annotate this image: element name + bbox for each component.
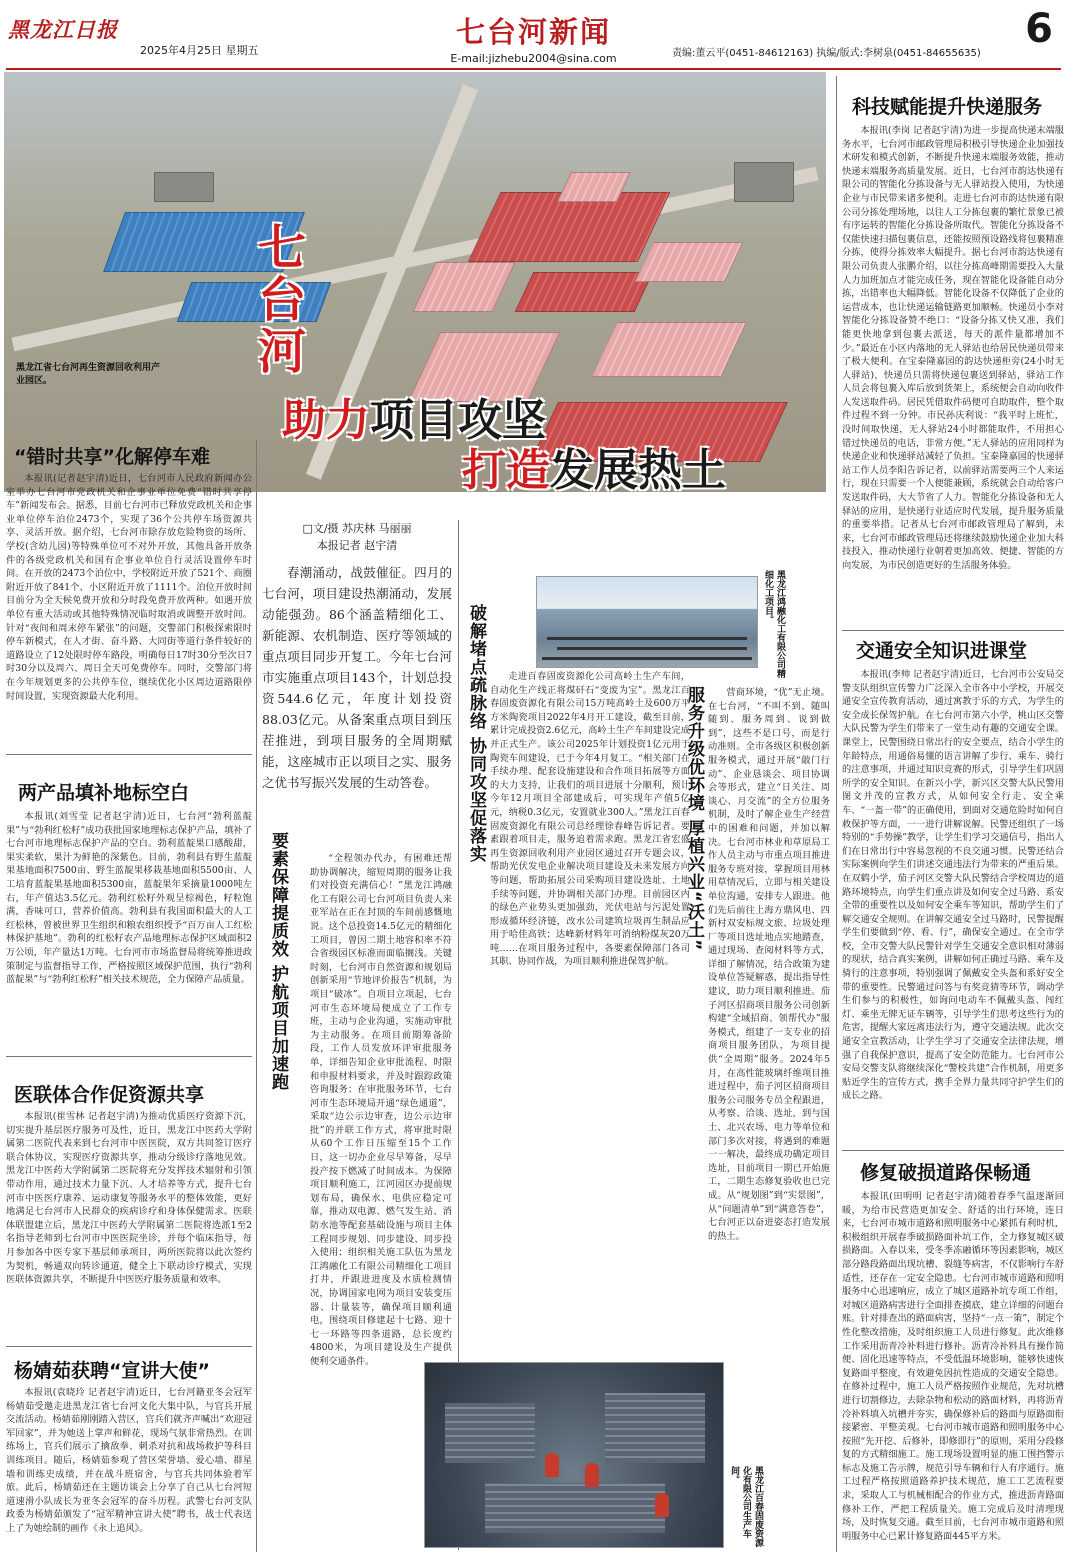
publication-date: 2025年4月25日 星期五 [140, 44, 259, 57]
byline-reporter: 本报记者 赵宇清 [316, 539, 398, 552]
article-ambassador-body [6, 1386, 252, 1552]
article-geo-title: 两产品填补地标空白 [18, 782, 190, 804]
article-road-title: 修复破损道路保畅通 [860, 1162, 1032, 1184]
article-geo-text: 本报讯(刘雪莹 记者赵宇清)近日，七台河“勃利蓝靛果”与“勃利红松籽”成功获批国家地理标志保护产品，填补了七台河市地理标志保护产品的空白。勃利蓝靛果口感酸甜，果实柔软，果汁为鲜艳的深紫色。目前，勃利县有野生蓝靛果基地面积7500亩、野生蓝靛果移栽基地面积5500亩、人工培育蓝靛果基地面积5300亩，蓝靛果年采摘量1000吨左右，年产值达3.5亿元。勃利红松籽外观呈棕褐色，籽粒饱满，香味可口，营养价值高。勃利县有我国面积最大的人工红松林，曾被世界卫生组织和粮农组织授予“百万亩人工红松林保护基地”。勃利的红松籽农产品地理标志保护区域面积2万公顷，年产量达1万吨。七台河市市场监督局将统筹推进政策制定与监督指导工作，严格按照区域保护范围，执行“勃利蓝靛果”与“勃利红松籽”相关技术规范，全力保障产品质量。 [6, 811, 252, 986]
hero-caption: 黑龙江省七台河再生资源回收利用产业园区。 [16, 363, 161, 386]
article-traffic-text: 本报讯(李帅 记者赵宇清)近日，七台河市公安局交警支队组织宣传警力广泛深入全市各中小学校，开展交通安全宣传教育活动，通过寓教于乐的方式，为学生的安全成长保驾护航。在七台河市第六小学，桃山区交警大队民警为学生们带来了一堂生动有趣的交通安全课。课堂上，民警围绕日常出行的安全要点，结合小学生的年龄特点，用通俗易懂的语言讲解了步行、乘车、骑行的注意事项，并通过知识竞赛的形式，引导学生们巩固所学的安全知识。在新兴小学，新兴区交警大队民警用图文并茂的宣教方式，从如何安全行走、安全乘车、“一盔一带”的正确使用，到面对交通危险时如何自救保护等方面，一一进行讲解说解。民警还组织了一场特别的“手势操”教学，让学生们学习交通信号，指出人们在日常出行中容易忽视的不良交通习惯。民警还结合实际案例向学生们讲述交通违法行为带来的严重后果。在双鹤小学，茄子河区交警大队民警结合学校周边的道路环境特点，向学生们重点讲及如何安全过马路、系安全带的重要性以及如何安全乘车等知识，帮助学生们了解交通安全规则。在讲解交通安全过马路时，民警提醒学生们要做到“停、看、行”，确保安全通过。在全市学校，全市交警大队民警针对学生交通安全意识相对薄弱的现状，结合真实案例，讲解如何正确过马路、乘车及骑行的注意事项，特别强调了佩戴安全头盔和系好安全带的重要性。民警通过问答与有奖竞猜等环节，调动学生们参与的积极性，如询问电动车不佩戴头盔、闯红灯、乘坐无牌无证车辆等，引导学生们思考这些行为的危害，提醒大家远离违法行为，遵守交通法规。此次交通安全宣教活动，让学生学习了交通安全法律法规，增强了自我保护意识，提高了安全防范能力。七台河市公安局交警支队将继续深化“警校共建”合作机制，用更多贴近学生的宣传方式，携手全界力量共同守护学生们的成长之路。 [842, 669, 1064, 1102]
masthead [0, 0, 1067, 72]
subhead-elements: 要素保障提质效 护航项目加速跑 [268, 832, 288, 1091]
article-road-body [842, 1190, 1064, 1552]
article-express-text: 本报讯(李岗 记者赵宇清)为进一步提高快递末端服务水平，七台河市邮政管理局积极引导快递企业加强技术研发和模式创新，不断提升快递末端服务效能，推动快递末端服务高质量发展。近日，七台河市韵达快递有限公司的智能化分拣设备与无人驿站投入使用，为快递企业与市民带来诸多便利。走进七台河市韵达快递有限公司分拣处理场地，以往人工分拣包裹的繁忙景象已被有序运转的智能化分拣设备所取代。智能化分拣设备不仅能快速扫描包裹信息，还能按照预设路线将包裹精准分拣，使得分拣效率大幅提升。据七台河市韵达快递有限公司负责人张鹏介绍，以往分拣高峰期需要投入大量人力加班加点才能完成任务，现在智能化设备能自动分拣，出错率也大幅降低。智能化设备不仅降低了企业的运营成本，也让快递运输链路更加顺畅。快递员小李对智能化分拣设备赞不绝口：“设备分拣又快又准，我们能更快地拿到包裹去派送，每天的派件量都增加不少。”最近在小区内落地的无人驿站也给居民快递员带来了极大便利。在宝泰隆嘉园的韵达快递柜旁(24小时无人驿站)，快递员只需将快递包裹送到驿站，驿站工作人员会将包裹入库后放到货架上，系统便会自动向收件人发送取件码。居民凭借取件码便可自助取件，整个取件过程不到一分钟。市民孙庆利说：“我平时上班忙，没时间取快递，无人驿站24小时都能取件，不用担心错过快递员的电话，非常方便。”无人驿站的应用同样为快递企业和快递驿站减轻了负担。宝泰隆嘉园的快递驿站工作人员李阳告诉记者，以前驿站需要两三个人来运行，现在只需要一个人便能兼顾，系统就会自动给客户发送取件码，大大节省了人力。智能化分拣设备和无人驿站的应用，是快递行业适应时代发展，提升服务质量的重要举措。记者从七台河市邮政管理局了解到，未来，七台河市邮政管理局还将继续鼓励快递企业加大科技投入，推动快递行业朝着更加高效、便捷、智能的方向发展，为市民创造更好的生活服务体验。 [842, 125, 1064, 571]
hero-title-line2 [462, 434, 726, 498]
feature-lead-text: 春潮涌动，战鼓催征。四月的七台河，项目建设热潮涌动，发展动能强劲。86个涵盖精细化工、新能源、农机制造、医疗等领域的重点项目同步开复工。今年七台河市实施重点项目143个，计划总投资544.6亿元，年度计划投资88.03亿元。从备案重点项目到压茬推进，到项目服务的全周期赋能，这座城市正以项目之实、服务之优书写振兴发展的生动答卷。 [262, 565, 452, 790]
article-parking-text: 本报讯(记者赵宇清)近日，七台河市人民政府新闻办公室举办七台河市党政机关和企事业单位免费“错时共享停车”新闻发布会。据悉，目前七台河市已释放党政机关和企事业单位停车泊位2473个，实现了36个公共停车场资源共享、灵活开放。据介绍，七台河市除存放危险物资的场所、学校(含幼儿园)等特殊单位可不对外开放，其他具备开放条件的各级党政机关和国有企事业单位自行灵活设置停车时间。在开放的2473个泊位中，学校附近开放了521个、商圈附近开放了841个、小区附近开放了1111个。泊位开放时间目前分为全天候免费开放和分时段免费开放两种。如遇开放单位有重大活动或其他特殊情况临时取消或调整开放时间。针对“夜间和周末停车紧张”的问题，交警部门积极探索限时停车新模式，在人才街、奋斗路、大同街等道行条件较好的道路设立了12处限时停车路段，明确每日17时30分至次日7时30分以及周六、周日全天可免费停车。同时，交警部门将在今年规划更多的公共停车位，继续优化小区周边道路限停时间设置，实现资源最大化利用。 [6, 473, 252, 702]
subhead-bottleneck-body [490, 670, 690, 1230]
hero-title-line2-rest: 发展热土 [550, 445, 726, 496]
article-traffic-body [842, 668, 1064, 1144]
subhead-bottleneck: 破解堵点疏脉络 协同攻坚促落实 [466, 604, 486, 863]
section-title: 七台河新闻 [455, 15, 611, 49]
subhead-service: 服务升级优环境 厚植兴业“沃土” [684, 686, 704, 952]
article-medical-text: 本报讯(崔雪林 记者赵宇清)为推动优质医疗资源下沉，切实提升基层医疗服务可及性，近日，黑龙江中医药大学附属第二医院代表来到七台河市中医医院，双方共同签订医疗联合体协议，实现医疗资源共享，推动分级诊疗落地见效。黑龙江中医药大学附属第二医院将充分发挥技术辐射和引领带动作用，通过技术力量下沉、人才培养等方式，提升七台河市中医医疗康养、运动康复等服务水平的整体效能，更好地满足七台河市人民群众的疾病诊疗和身体保健需求。医联体联盟建立后，黑龙江中医药大学附属第二医院将选派1至2名指导老师到七台河市中医医院坐诊，并每个临床指导，每月参加各中医专家下基层师承项目，两所医院将以此次签约为契机，畅通双向转诊通道，健全上下联动诊疗模式，实现医联体资源共享，不断提升中医医疗服务质量和效率。 [6, 1111, 252, 1286]
photo-chemical-project [536, 576, 758, 668]
hero-title-line1-rest: 项目攻坚 [370, 395, 546, 446]
contact-email: E-mail:jizhebu2004@sina.com [450, 52, 617, 65]
feature-byline [262, 520, 452, 554]
hero-title-line2-accent: 打造 [462, 445, 550, 496]
subhead-service-text: 营商环境，“优”无止境。在七台河，“不叫不到、随叫随到、服务周到、说到做到”，这些不是口号，而是行动准则。全市各级区积极创新服务模式，通过开展“敲门行动”、企业恳谈会、项目协调会等形式，建立“日关注、周谈心、月交流”的全方位服务机制，及时了解企业生产经营中的困难和问题，并加以解决。七台河市林业和草原局工作人员主动与市重点项目推进服务专班对接，掌握项目用林用草情况后，立即与相关建设单位沟通，安排专人跟进。他们先后前往上海方鼎风电、四新村双安标规文旅、垃圾处理厂等项目选址地点实地踏查，通过现场、查阅材料等方式，详细了解情况，结合政策为建设单位答疑解惑，提出指导性建议，助力项目顺利推进。茄子河区招商项目服务公司创新构建“全域招商、领帮代办”服务模式，组建了一支专业的招商项目服务团队，为项目提供“全周期”服务。2024年5月，在高性能玻璃纤维项目推进过程中，茄子河区招商项目服务公司服务专员全程跟进，从考察、洽谈、选址，到与国土、北兴农场、电力等单位和部门多次对接，将遇到的难题一一解决，最终成功确定项目选址，目前项目一期已开始施工，二期生态修复验收也已完成。从“规划图”到“实景图”，从“问题清单”到“满意答卷”，七台河正以奋进姿态打造发展的热土。 [708, 687, 830, 1242]
photo-factory-caption: 黑龙江百春固废资源化有限公司生产车间。 [729, 1466, 763, 1547]
subhead-bottleneck-text: 走进百春固废资源化公司高岭土生产车间，自动化生产线正将煤矸石“变废为宝”。黑龙江百春固废资源化有限公司15万吨高岭土及600万平方米陶瓷项目2022年4月开工建设，截至目前，累计完成投资2.6亿元，高岭土生产车间建设完成并正式生产。该公司2025年计划投资1亿元用于陶瓷车间建设，已于今年4月复工。“相关部门在手续办理、配套设施建设和合作项目拓展等方面的大力支持，让我们的项目进展十分顺利，预计今年12月项目全部建成后，可实现年产值5亿元，纳税0.3亿元，安置就业300人。”黑龙江百春固废资源化有限公司总经理徐春峰告诉记者。要素跟着项目走，服务追着需求跑。黑龙江省宏盛再生资源回收利用产业园区通过召开专题会议，帮助光伏发电企业解决项目建设及未来发展方向等问题，帮助拓展公司采购项目建设选址、土地手续等问题，并协调相关部门办理。目前园区内的绿色产业势头更加强劲，光伏电站与污泥处置形成循环经济链，改水公司建筑垃圾再生制品应用于哈佳高铁；达峰新材料年可消纳粉煤灰20万吨……在项目服务过程中，各要素保障部门各司其职、协同作战，为项目顺利推进保驾护航。 [490, 671, 690, 968]
paper-name: 黑龙江日报 [8, 17, 118, 42]
article-express-body [842, 124, 1064, 624]
masthead-rule [6, 68, 1061, 70]
article-express-title: 科技赋能提升快递服务 [852, 96, 1043, 118]
article-traffic-title: 交通安全知识进课堂 [856, 640, 1028, 662]
article-medical-title: 医联体合作促资源共享 [14, 1084, 205, 1106]
article-parking-body [6, 472, 252, 744]
hero-vertical-title: 七台河 [257, 220, 306, 380]
feature-lead [262, 562, 452, 793]
article-medical-body [6, 1110, 252, 1338]
byline-authors: □文/摄 苏庆林 马丽丽 [302, 522, 412, 535]
article-geo-body [6, 810, 252, 1046]
subhead-elements-text: “全程领办代办，有困难还帮助协调解决，缩短周期的服务让我们对投资充满信心！”黑龙江鸿融化工有限公司七台河项目负责人来亚军站在正在封顶的车间前感慨地说。这个总投资14.5亿元的精细化工项目，曾因二期土地容积率不符合省级园区标准而面临搁浅。关键时刻，七台河市自然资源和规划局创新采用“节地评价报告”机制，为项目“破冰”。自项目立项起，七台河市生态环境局便成立了工作专班，主动与企业沟通，实施动审批为主动服务。在项目前期筹备阶段，工作人员发放环评审批服务单，详细告知企业审批流程、时限和申报材料要求，并及时跟踪政策咨询服务；在审批服务环节，七台河市生态环境局开通“绿色通道”，采取“边公示边审查，边公示边审批”的并联工作方式，将审批时限从60个工作日压缩至15个工作日，这一切办企业尽早筹备，尽早投产按下燃减了时间成本。为保障项目顺利施工，江河园区办提前规划布局，确保水、电供应稳定可靠，推动双电源、燃气发生站、消防水池等配套基础设施与项目主体工程同步规划、同步建设、同步投入使用；组织相关施工队伍为黑龙江鸿融化工有限公司精细化工项目打井，并跟进进度及水质检测情况，协调国家电网为项目安装变压器、计量装等，确保项目顺利通电，围绕项目修建起十七路、迎十七一环路等四条道路，总长度约4800米，为项目建设及生产提供便利交通条件。 [310, 853, 452, 1367]
editor-info: 责编:董云平(0451-84612163) 执编/版式:李树泉(0451-84655635) [672, 48, 981, 59]
article-ambassador-title: 杨婧茹获聘“宣讲大使” [14, 1360, 210, 1382]
article-road-text: 本报讯(田明明 记者赵宇清)随着春季气温逐渐回暖，为给市民营造更加安全、舒适的出行环境，连日来，七台河市城市道路和照明服务中心紧抓有利时机，积极组织开展春季破损路面补坑工作，全力修复城区破损路面。入春以来，受冬季冻融循环等因素影响，城区部分路段路面出现坑槽、裂缝等病害，不仅影响行车舒适性，还存在一定安全隐患。七台河市城市道路和照明服务中心迅速响应，成立了城区道路补坑专项工作组，对城区道路病害进行全面排查摸底，建立详细的问题台账。针对排查出的路面病害，坚持“一点一策”，制定个性化整改措施，及时组织施工人员进行修复。此次维修工作采用沥青冷补料进行修补。沥青冷补料具有操作简便、固化迅速等特点，不受低温环境影响，能够快速恢复路面平整度，有效避免因抗性造成的交通安全隐患。在修补过程中，施工人员严格按照作业规范，先对坑槽进行切割修边，去除杂物和松动的路面材料，再将沥青冷补料填入坑槽并夯实，确保修补后的路面与原路面衔接紧密、平整美观。七台河市城市道路和照明服务中心按照“先开挖、后修补，即修即行”的原则，采用分段修复的方式精细施工。施工现场设置明显的施工围挡警示标志及施工告示牌，规范引导车辆和行人有序通行。施工过程严格按照道路养护技术规范，施工工艺流程要求，采取人工与机械相配合的作业方式，推进沥青路面修补工作，严把工程质量关。施工完成后及时清理现场，及时恢复交通。截至目前，七台河市城市道路和照明服务中心已累计修复路面445平方米。 [842, 1191, 1064, 1542]
subhead-service-body [708, 686, 830, 1366]
hero-title-line1-accent: 助力 [282, 395, 370, 446]
page-number: 6 [1025, 6, 1053, 52]
article-ambassador-text: 本报讯(袁晓玲 记者赵宇清)近日，七台河籍亚冬会冠军杨婧茹受邀走进黑龙江省七台河文化大集中队，与官兵开展交流活动。杨婧茹刚刚踏入营区，官兵们就齐声喊出“欢迎冠军回家”，并为她送上掌声和鲜花，现场气氛非常热烈。在训练场上，官兵们展示了擒敌拳、刺杀对抗和战场救护等科目训练项目。随后，杨婧茹参观了营区荣誉墙、爱心墙、群星墙和训练史成绩，并在战斗班宿舍，与官兵共同体验着军旅。此后，杨婧茹还在主题访谈会上分享了自己从七台河短道速滑小队成长为亚冬会冠军的奋斗历程。武警七台河支队政委为杨婧茹颁发了“冠军精神宣讲大使”聘书，战士代表送上了为她绘制的画作《永上追风》。 [6, 1387, 252, 1534]
photo-factory-workshop [424, 1362, 724, 1548]
article-parking-title: “错时共享”化解停车难 [14, 446, 210, 468]
photo-chemical-caption: 黑龙江鸿融化工有限公司精细化工项目。 [763, 570, 785, 678]
